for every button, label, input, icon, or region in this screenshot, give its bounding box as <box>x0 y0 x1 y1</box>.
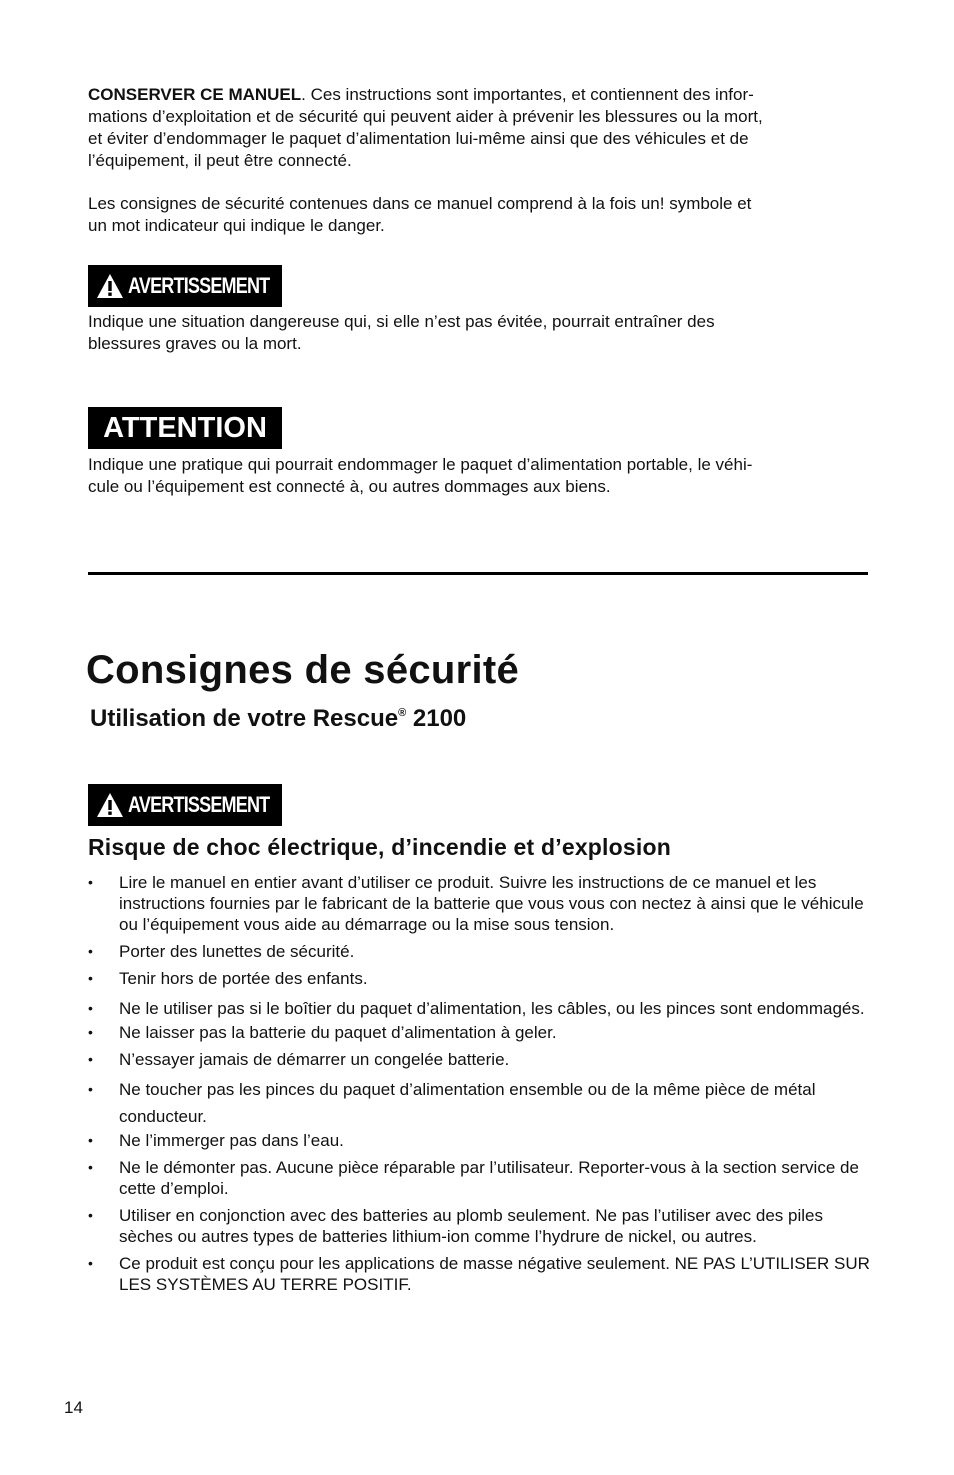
section-divider <box>88 572 868 575</box>
list-item: • Tenir hors de portée des enfants. <box>88 968 878 989</box>
attention-def-line-2: cule ou l’équipement est connecté à, ou autres dommages aux biens. <box>88 477 611 496</box>
warning-def-line-1: Indique une situation dangereuse qui, si elle n’est pas évitée, pourrait entraîner des <box>88 312 715 331</box>
intro-bold-lead: CONSERVER CE MANUEL <box>88 85 302 104</box>
warning-def-line-2: blessures graves ou la mort. <box>88 334 302 353</box>
section-warning-badge-label: AVERTISSEMENT <box>128 792 270 817</box>
warning-definition <box>88 311 868 355</box>
intro-line-4: l’équipement, il peut être connecté. <box>88 151 352 170</box>
list-item: • Ne laisser pas la batterie du paquet d’alimentation à geler. <box>88 1022 878 1043</box>
consignes-line-1: Les consignes de sécurité contenues dans ce manuel comprend à la fois un! symbole et <box>88 194 752 213</box>
consignes-line-2: un mot indicateur qui indique le danger. <box>88 216 385 235</box>
list-item: • Ne le démonter pas. Aucune pièce réparable par l’utilisateur. Reporter-vous à la section service de cette d’emploi. <box>88 1157 878 1199</box>
attention-badge <box>88 407 282 449</box>
section-title: Consignes de sécurité <box>86 648 520 692</box>
list-item: • Ne le utiliser pas si le boîtier du paquet d’alimentation, les câbles, ou les pinces sont endommagés. <box>88 995 878 1022</box>
warning-triangle-icon <box>96 273 124 299</box>
attention-definition <box>88 454 868 498</box>
list-item: • Ce produit est conçu pour les applications de masse négative seulement. NE PAS L’UTILISER SUR LES SYSTÈMES AU TERRE POSITIF. <box>88 1253 878 1295</box>
page-number: 14 <box>64 1398 83 1417</box>
consignes-paragraph <box>88 193 868 237</box>
subtitle-suffix: 2100 <box>406 705 467 732</box>
safety-bullet-list <box>88 872 878 1301</box>
list-item: • N’essayer jamais de démarrer un congelée batterie. <box>88 1049 878 1070</box>
section-subtitle <box>90 705 466 733</box>
registered-mark: ® <box>398 707 407 719</box>
subtitle-prefix: Utilisation de votre Rescue <box>90 705 399 732</box>
list-item: • Utiliser en conjonction avec des batteries au plomb seulement. Ne pas l’utiliser avec des piles sèches ou autres types de batteries lithium-ion comme l’hydrure de nickel, ou autres. <box>88 1205 878 1247</box>
list-item: • Porter des lunettes de sécurité. <box>88 941 878 962</box>
warning-triangle-icon <box>96 792 124 818</box>
intro-line-1: . Ces instructions sont importantes, et contiennent des infor- <box>301 85 754 104</box>
attention-def-line-1: Indique une pratique qui pourrait endommager le paquet d’alimentation portable, le véhi- <box>88 455 753 474</box>
intro-paragraph <box>88 84 868 172</box>
attention-badge-label: ATTENTION <box>103 411 267 444</box>
section-warning-badge <box>88 784 282 826</box>
intro-line-2: mations d’exploitation et de sécurité qui peuvent aider à prévenir les blessures ou la mort, <box>88 107 763 126</box>
list-item: • Ne l’immerger pas dans l’eau. <box>88 1130 878 1151</box>
risk-heading: Risque de choc électrique, d’incendie et d’explosion <box>88 834 671 860</box>
list-item: • Ne toucher pas les pinces du paquet d’alimentation ensemble ou de la même pièce de métal conducteur. <box>88 1076 878 1130</box>
warning-badge <box>88 265 282 307</box>
warning-badge-label: AVERTISSEMENT <box>128 273 270 298</box>
list-item: • Lire le manuel en entier avant d’utiliser ce produit. Suivre les instructions de ce manuel et les instructions fournies par le fabricant de la batterie que vous vous con nectez à ainsi que le véhicule ou l’équipement vous aide au démarrage ou la mise sous tension. <box>88 872 878 935</box>
intro-line-3: et éviter d’endommager le paquet d’alimentation lui-même ainsi que des véhicules et de <box>88 129 749 148</box>
